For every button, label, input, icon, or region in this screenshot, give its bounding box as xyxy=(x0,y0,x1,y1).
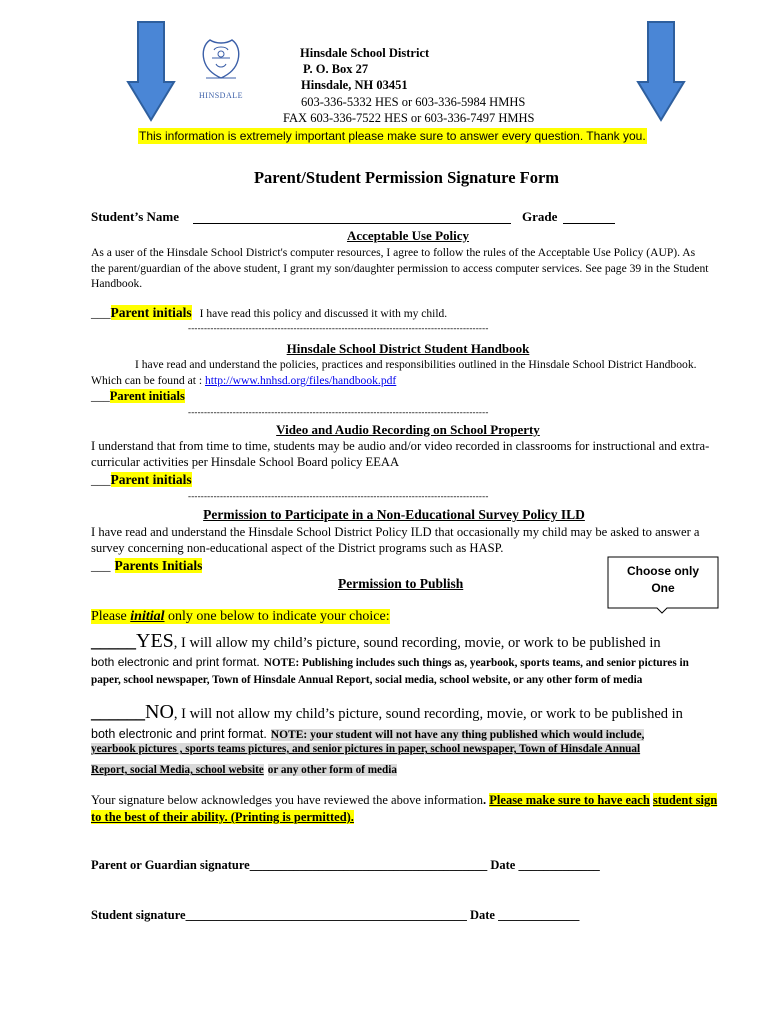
student-signature-row xyxy=(91,908,579,923)
yes-text: , I will allow my child’s picture, sound recording, movie, or work to be published in xyxy=(173,635,661,651)
aup-initials-row xyxy=(91,304,447,322)
no-note-3: Report, social Media, school website xyxy=(91,764,264,776)
yes-option-row xyxy=(91,630,661,653)
instruction-post: only one below to indicate your choice: xyxy=(168,609,390,624)
divider-2: ---------------------------------------------------------------------------------------------- xyxy=(188,407,489,417)
student-signature-line[interactable]: _____________________________________________ xyxy=(185,908,467,922)
yes-text-2: both electronic and print format. xyxy=(91,655,260,669)
aup-text: As a user of the Hinsdale School District's computer resources, I agree to follow the rules of the Acceptable Use Policy (AUP). As the parent/guardian of the above student, I grant my son/daughter permission to access computer services. See page 39 in the Student Handbook. xyxy=(91,246,709,290)
student-signature-label: Student signature xyxy=(91,908,186,922)
ack-highlight-2: student sign to the best of their ability. (Printing is permitted). xyxy=(91,793,718,824)
form-title: Parent/Student Permission Signature Form xyxy=(253,168,560,187)
no-note-line-3 xyxy=(91,760,397,778)
no-word: NO xyxy=(145,701,174,723)
seal-icon xyxy=(196,34,246,88)
student-date[interactable]: Date _____________ xyxy=(469,908,580,922)
handbook-text xyxy=(91,357,701,388)
no-blank[interactable]: ______ xyxy=(91,702,145,722)
parent-date[interactable]: Date _____________ xyxy=(490,858,600,872)
divider-1: ---------------------------------------------------------------------------------------------- xyxy=(188,323,489,333)
no-note-line-1 xyxy=(91,725,644,743)
survey-initials-blank[interactable]: ___ xyxy=(91,558,111,573)
no-text: , I will not allow my child’s picture, sound recording, movie, or work to be published in xyxy=(173,706,683,722)
left-down-arrow-icon xyxy=(126,20,176,122)
instruction-pre: Please xyxy=(91,609,127,624)
aup-title: Acceptable Use Policy xyxy=(346,228,470,243)
aup-initials-blank[interactable]: ___ xyxy=(91,305,111,320)
publish-instruction xyxy=(91,609,390,625)
no-note-2: yearbook pictures , sports teams pictures, and senior pictures in paper, school newspaper, Town of Hinsdale Annual xyxy=(91,743,641,755)
publish-title: Permission to Publish xyxy=(338,576,464,591)
student-name-field[interactable] xyxy=(193,223,511,224)
parent-signature-row xyxy=(91,858,600,873)
no-text-2: both electronic and print format. xyxy=(91,727,267,741)
divider-3: ---------------------------------------------------------------------------------------------- xyxy=(188,491,489,501)
city-state: Hinsdale, NH 03451 xyxy=(301,78,408,92)
video-initials-row xyxy=(91,471,192,489)
handbook-text-body: I have read and understand the policies, practices and responsibilities outlined in the Hinsdale School District Handbook. Which can be found at : xyxy=(91,358,697,387)
aup-initials-text: I have read this policy and discussed it with my child. xyxy=(199,308,448,320)
ack-highlight-1: Please make sure to have each xyxy=(489,793,650,807)
yes-note-text: NOTE: Publishing includes such things as, yearbook, sports teams, and senior pictures in paper, school newspaper, Town of Hinsdale Annual Report, social media, school website, or any other form of media xyxy=(91,657,689,686)
student-name-text: Student’s Name xyxy=(91,209,179,224)
right-down-arrow-icon xyxy=(636,20,686,122)
callout-text: Choose only One xyxy=(626,564,699,595)
handbook-initials-blank[interactable]: ___ xyxy=(91,389,110,403)
ack-period: . xyxy=(483,793,487,807)
student-name-label xyxy=(91,209,179,225)
handbook-initials-row xyxy=(91,387,185,405)
handbook-initials-label: Parent initials xyxy=(109,389,185,403)
logo-text: HINSDALE xyxy=(199,91,243,100)
survey-title: Permission to Participate in a Non-Educational Survey Policy ILD xyxy=(203,507,585,522)
video-initials-label: Parent initials xyxy=(110,472,192,487)
yes-note xyxy=(91,654,716,688)
instruction-em: initial xyxy=(130,609,165,624)
notice-banner: This information is extremely important please make sure to answer every question. Thank you. xyxy=(139,129,646,143)
parent-signature-line[interactable]: ______________________________________ xyxy=(249,858,488,872)
ack-text: Your signature below acknowledges you have reviewed the above information xyxy=(91,793,484,807)
ack-paragraph xyxy=(91,792,721,826)
video-initials-blank[interactable]: ___ xyxy=(91,472,111,487)
grade-field[interactable] xyxy=(563,223,615,224)
no-note-4: or any other form of media xyxy=(267,764,397,776)
district-name: Hinsdale School District xyxy=(300,46,430,60)
po-box: P. O. Box 27 xyxy=(303,62,369,76)
fax-numbers: FAX 603-336-7522 HES or 603-336-7497 HMHS xyxy=(283,111,535,125)
survey-initials-row xyxy=(91,557,202,575)
aup-initials-label: Parent initials xyxy=(110,305,192,320)
video-text: I understand that from time to time, students may be audio and/or video recorded in classrooms for instructional and extra- curricular activities per Hinsdale School Board policy EEAA xyxy=(91,439,710,469)
survey-text: I have read and understand the Hinsdale School District Policy ILD that occasionally my child may be asked to answer a survey concerning non-educational aspect of the District programs such as HASP. xyxy=(91,525,700,555)
survey-initials-label: Parents Initials xyxy=(114,558,203,573)
handbook-title: Hinsdale School District Student Handbook xyxy=(286,341,530,356)
phone-numbers: 603-336-5332 HES or 603-336-5984 HMHS xyxy=(301,95,526,109)
yes-blank[interactable]: _____ xyxy=(91,631,136,651)
grade-label: Grade xyxy=(522,209,558,224)
parent-signature-label: Parent or Guardian signature xyxy=(91,858,250,872)
handbook-link[interactable]: http://www.hnhsd.org/files/handbook.pdf xyxy=(204,373,397,387)
video-title: Video and Audio Recording on School Property xyxy=(276,422,540,437)
no-note-1: NOTE: your student will not have any thing published which would include, xyxy=(270,729,645,741)
yes-word: YES xyxy=(136,630,174,652)
district-logo xyxy=(196,34,246,98)
no-option-row xyxy=(91,701,683,724)
